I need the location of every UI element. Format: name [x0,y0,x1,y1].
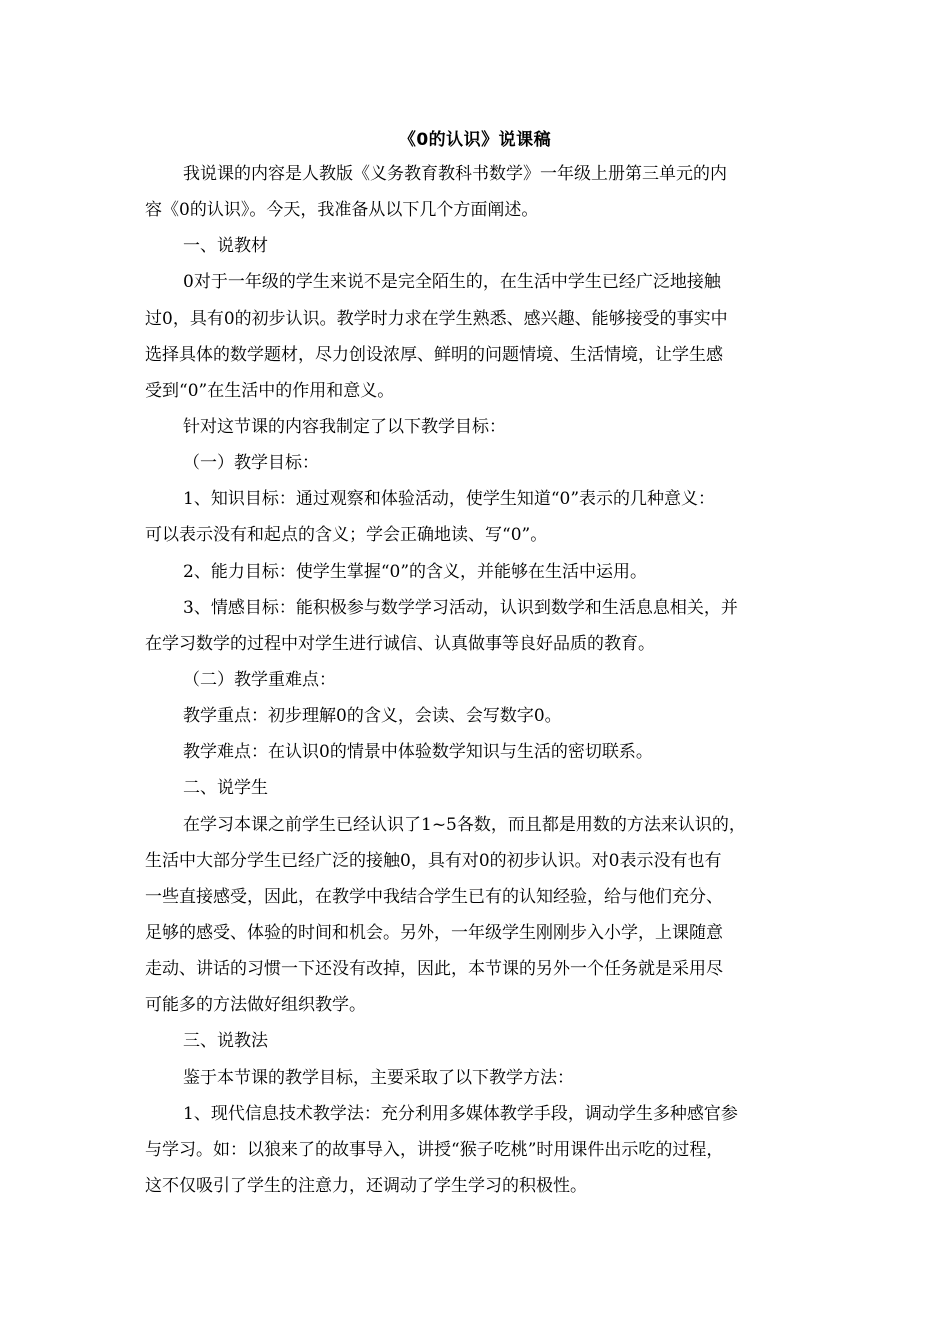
paragraph-line: 足够的感受、体验的时间和机会。另外，一年级学生刚刚步入小学，上课随意 [145,922,723,943]
paragraph-line: 针对这节课的内容我制定了以下教学目标： [183,416,506,437]
paragraph-line: 教学难点：在认识0的情景中体验数学知识与生活的密切联系。 [183,742,653,763]
paragraph-line: 3、情感目标：能积极参与数学学习活动，认识到数学和生活息息相关，并 [183,597,738,618]
paragraph-line: 鉴于本节课的教学目标，主要采取了以下教学方法： [183,1067,574,1088]
paragraph-line: 生活中大部分学生已经广泛的接触0，具有对0的初步认识。对0表示没有也有 [145,850,722,871]
paragraph-line: 走动、讲话的习惯一下还没有改掉，因此，本节课的另外一个任务就是采用尽 [145,959,723,980]
paragraph-line: 受到“0”在生活中的作用和意义。 [145,380,395,401]
paragraph-line: 我说课的内容是人教版《义务教育教科书数学》一年级上册第三单元的内 [183,164,727,184]
paragraph-line: 在学习本课之前学生已经认识了1~5各数，而且都是用数的方法来认识的， [183,814,746,835]
section-heading: 一、说教材 [183,236,268,257]
paragraph-line: 0对于一年级的学生来说不是完全陌生的，在生活中学生已经广泛地接触 [183,272,721,293]
document-title: 《0的认识》说课稿 [398,130,552,150]
paragraph-line: 这不仅吸引了学生的注意力，还调动了学生学习的积极性。 [145,1175,587,1196]
paragraph-line: 与学习。如：以狼来了的故事导入，讲授“猴子吃桃”时用课件出示吃的过程， [145,1139,724,1160]
paragraph-line: 在学习数学的过程中对学生进行诚信、认真做事等良好品质的教育。 [145,633,655,654]
document-body [145,156,810,1204]
section-heading: 三、说教法 [183,1031,268,1052]
paragraph-line: 1、现代信息技术教学法：充分利用多媒体教学手段，调动学生多种感官参 [183,1103,738,1124]
paragraph-line: 1、知识目标：通过观察和体验活动，使学生知道“0”表示的几种意义： [183,489,716,510]
paragraph-line: 教学重点：初步理解0的含义，会读、会写数字0。 [183,706,562,727]
paragraph-line: 2、能力目标：使学生掌握“0”的含义，并能够在生活中运用。 [183,561,648,582]
paragraph-line: 可能多的方法做好组织教学。 [145,995,366,1016]
paragraph-line: 选择具体的数学题材，尽力创设浓厚、鲜明的问题情境、生活情境，让学生感 [145,344,723,365]
subsection-heading: （二）教学重难点： [183,669,336,690]
paragraph-line: 过0，具有0的初步认识。教学时力求在学生熟悉、感兴趣、能够接受的事实中 [145,308,728,329]
paragraph-line: 一些直接感受，因此，在教学中我结合学生已有的认知经验，给与他们充分、 [145,886,723,907]
section-heading: 二、说学生 [183,778,268,799]
paragraph-line: 可以表示没有和起点的含义；学会正确地读、写“0”。 [145,525,548,546]
paragraph-line: 容《0的认识》。今天，我准备从以下几个方面阐述。 [145,200,539,221]
subsection-heading: （一）教学目标： [183,453,319,474]
